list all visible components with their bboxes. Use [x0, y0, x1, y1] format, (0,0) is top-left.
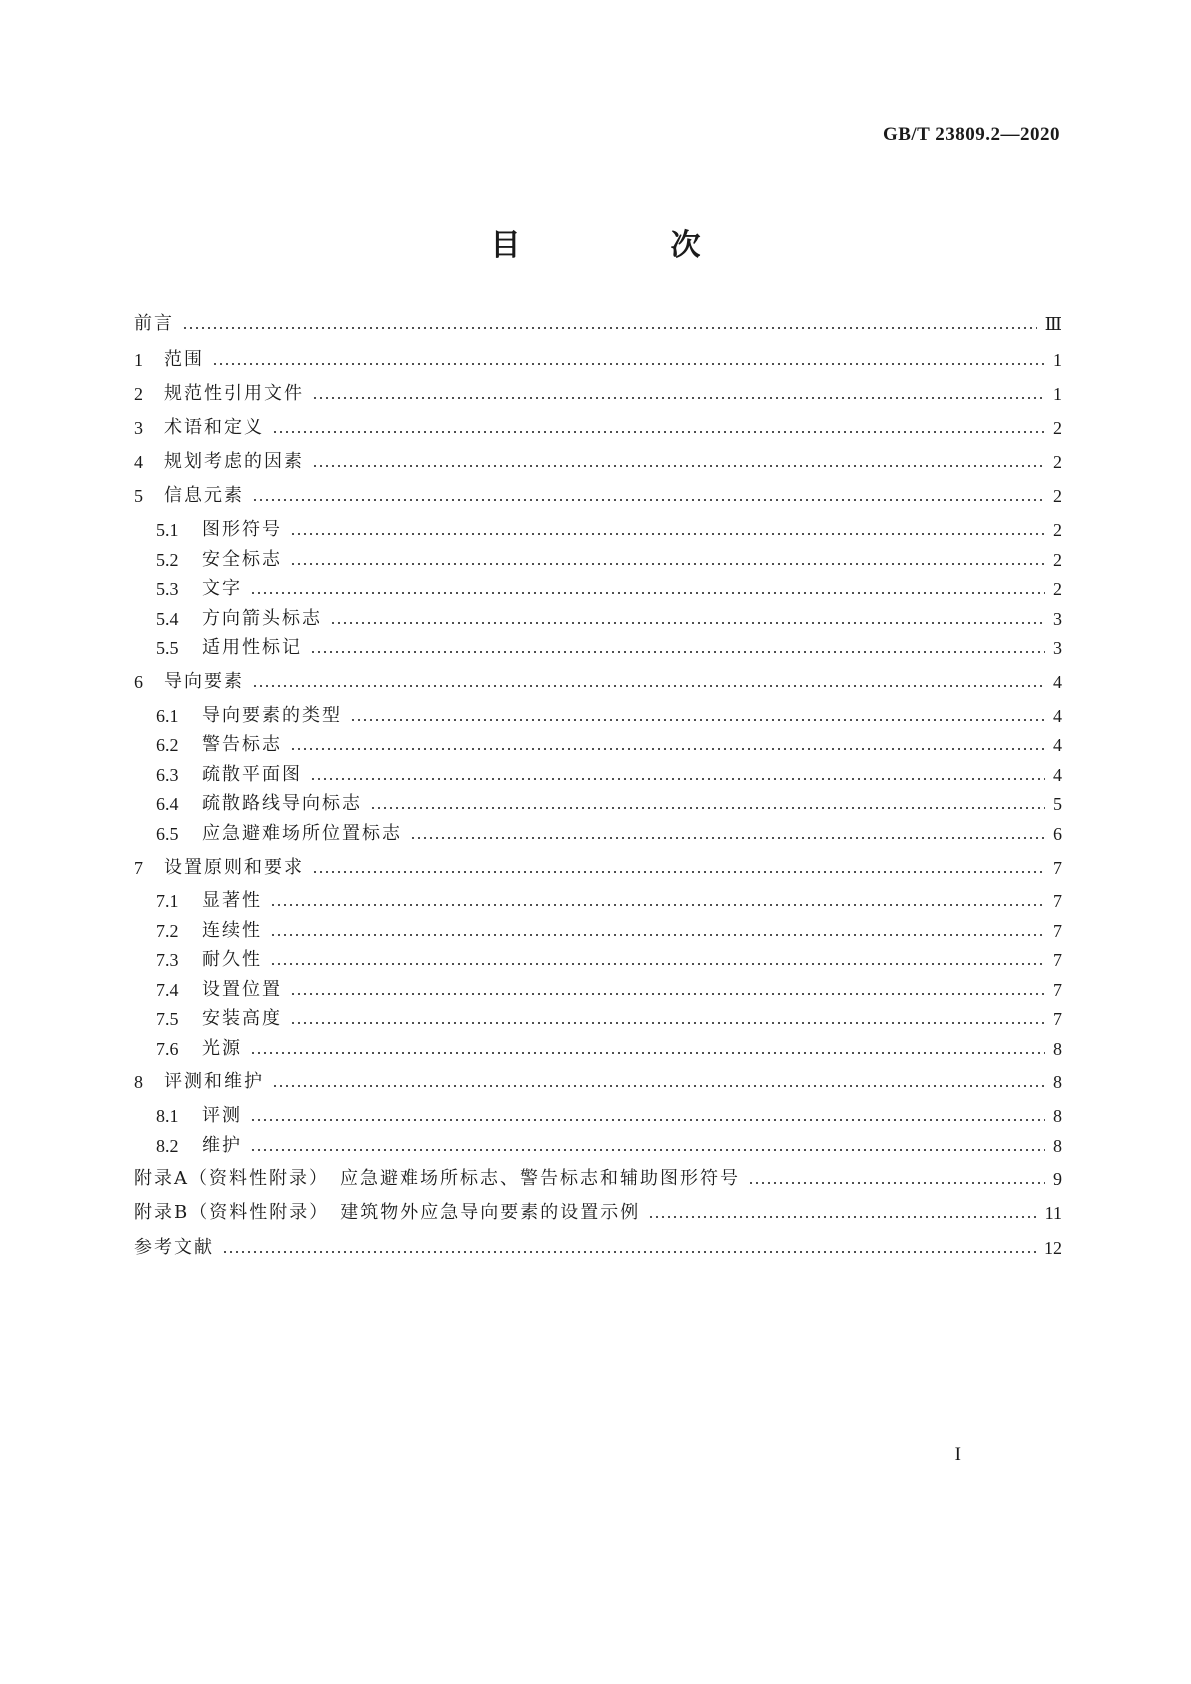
toc-entry-page: 7	[1053, 858, 1062, 878]
toc-dot-leader	[250, 1052, 1045, 1054]
toc-entry-title: 警告标志	[202, 734, 282, 755]
toc-entry-number: 6.3	[156, 765, 179, 785]
toc-entry[interactable]	[156, 761, 1062, 789]
toc-entry-page: 7	[1053, 950, 1062, 970]
toc-dot-leader	[250, 1119, 1045, 1121]
toc-dot-leader	[252, 499, 1045, 501]
toc-entry-title: 评测	[202, 1105, 242, 1126]
toc-title: 目 次	[490, 228, 761, 263]
toc-dot-leader	[330, 622, 1045, 624]
toc-dot-leader	[312, 871, 1045, 873]
toc-entry-page: 4	[1053, 765, 1062, 785]
toc-entry-number: 5	[134, 486, 143, 506]
toc-entry-title: 疏散平面图	[202, 764, 302, 785]
toc-entry-title: 信息元素	[164, 485, 244, 506]
toc-entry-number: 7.6	[156, 1039, 179, 1059]
toc-entry-page: 7	[1053, 921, 1062, 941]
toc-dot-leader	[250, 592, 1045, 594]
toc-entry-number: 6	[134, 672, 143, 692]
toc-entry-number: 6.1	[156, 706, 179, 726]
toc-entry-title: 维护	[202, 1135, 242, 1156]
toc-entry-title: 附录B（资料性附录） 建筑物外应急导向要素的设置示例	[134, 1202, 641, 1223]
toc-dot-leader	[222, 1251, 1036, 1253]
toc-entry-title: 连续性	[202, 920, 262, 941]
toc-entry-title: 导向要素	[164, 671, 244, 692]
toc-entry-page: 4	[1053, 706, 1062, 726]
toc-dot-leader	[270, 934, 1045, 936]
toc-entry[interactable]	[156, 634, 1062, 662]
toc-entry[interactable]	[156, 887, 1062, 915]
toc-entry[interactable]	[156, 1035, 1062, 1063]
toc-entry-title: 参考文献	[134, 1237, 214, 1258]
toc-entry-page: 7	[1053, 980, 1062, 1000]
toc-entry-page: 6	[1053, 824, 1062, 844]
toc-entry-number: 6.2	[156, 735, 179, 755]
toc-entry-page: 3	[1053, 609, 1062, 629]
toc-entry[interactable]	[156, 731, 1062, 759]
toc-entry-title: 规划考虑的因素	[164, 451, 304, 472]
toc-entry-page: 9	[1053, 1169, 1062, 1189]
toc-entry-page: 1	[1053, 384, 1062, 404]
toc-entry[interactable]	[156, 946, 1062, 974]
toc-entry-page: 8	[1053, 1072, 1062, 1092]
toc-dot-leader	[290, 993, 1045, 995]
toc-entry-page: 2	[1053, 418, 1062, 438]
toc-entry-page: 2	[1053, 520, 1062, 540]
toc-entry-number: 5.4	[156, 609, 179, 629]
toc-entry-title: 评测和维护	[164, 1071, 264, 1092]
toc-entry-title: 前言	[134, 313, 174, 334]
toc-dot-leader	[290, 563, 1045, 565]
toc-entry-page: 2	[1053, 579, 1062, 599]
toc-entry-number: 7.1	[156, 891, 179, 911]
toc-entry[interactable]	[156, 516, 1062, 544]
toc-entry[interactable]	[156, 605, 1062, 633]
toc-entry[interactable]	[156, 820, 1062, 848]
toc-entry-number: 4	[134, 452, 143, 472]
toc-entry[interactable]	[134, 668, 1062, 696]
toc-dot-leader	[212, 363, 1045, 365]
toc-entry[interactable]	[134, 1165, 1062, 1193]
toc-entry-title: 安全标志	[202, 549, 282, 570]
toc-entry-title: 范围	[164, 349, 204, 370]
document-code: GB/T 23809.2—2020	[882, 124, 1060, 145]
toc-dot-leader	[290, 748, 1045, 750]
toc-entry-page: 1	[1053, 350, 1062, 370]
toc-entry-title: 设置位置	[202, 979, 282, 1000]
toc-entry-page: 2	[1053, 550, 1062, 570]
toc-entry-page: 8	[1053, 1106, 1062, 1126]
toc-entry-title: 显著性	[202, 890, 262, 911]
toc-dot-leader	[182, 327, 1037, 329]
toc-entry-title: 文字	[202, 578, 242, 599]
toc-entry[interactable]	[156, 546, 1062, 574]
toc-entry-title: 光源	[202, 1038, 242, 1059]
toc-entry-number: 7.3	[156, 950, 179, 970]
toc-entry-page: 12	[1044, 1238, 1062, 1258]
toc-entry[interactable]	[156, 976, 1062, 1004]
toc-dot-leader	[290, 533, 1045, 535]
toc-dot-leader	[350, 719, 1045, 721]
toc-entry-page: 2	[1053, 486, 1062, 506]
toc-entry-page: 7	[1053, 1009, 1062, 1029]
toc-entry-number: 8	[134, 1072, 143, 1092]
toc-entry[interactable]	[156, 790, 1062, 818]
toc-entry-number: 8.1	[156, 1106, 179, 1126]
toc-entry-number: 1	[134, 350, 143, 370]
toc-entry-page: Ⅲ	[1044, 314, 1062, 334]
toc-entry-page: 8	[1053, 1136, 1062, 1156]
toc-entry-title: 应急避难场所位置标志	[202, 823, 402, 844]
toc-dot-leader	[312, 397, 1045, 399]
toc-entry-title: 设置原则和要求	[164, 857, 304, 878]
toc-entry-page: 4	[1053, 735, 1062, 755]
toc-dot-leader	[310, 651, 1045, 653]
toc-dot-leader	[312, 465, 1045, 467]
toc-entry-number: 5.5	[156, 638, 179, 658]
toc-dot-leader	[648, 1216, 1036, 1218]
toc-entry-title: 附录A（资料性附录） 应急避难场所标志、警告标志和辅助图形符号	[134, 1168, 740, 1189]
toc-dot-leader	[270, 963, 1045, 965]
toc-entry-page: 11	[1044, 1203, 1062, 1223]
toc-entry-number: 3	[134, 418, 143, 438]
toc-entry[interactable]	[134, 414, 1062, 442]
toc-entry[interactable]	[134, 380, 1062, 408]
toc-entry-number: 6.5	[156, 824, 179, 844]
toc-entry-title: 导向要素的类型	[202, 705, 342, 726]
toc-entry-number: 7.2	[156, 921, 179, 941]
toc-dot-leader	[410, 837, 1045, 839]
toc-entry[interactable]	[134, 1068, 1062, 1096]
toc-entry-number: 5.1	[156, 520, 179, 540]
toc-entry-number: 2	[134, 384, 143, 404]
toc-entry[interactable]	[156, 1132, 1062, 1160]
toc-entry[interactable]	[134, 1234, 1062, 1262]
toc-dot-leader	[250, 1149, 1045, 1151]
toc-entry[interactable]	[134, 1199, 1062, 1227]
toc-entry[interactable]	[156, 575, 1062, 603]
toc-entry-title: 疏散路线导向标志	[202, 793, 362, 814]
toc-dot-leader	[310, 778, 1045, 780]
toc-entry-number: 7	[134, 858, 143, 878]
toc-entry-number: 7.4	[156, 980, 179, 1000]
toc-dot-leader	[748, 1182, 1045, 1184]
toc-dot-leader	[370, 807, 1045, 809]
toc-entry-number: 7.5	[156, 1009, 179, 1029]
toc-entry-title: 方向箭头标志	[202, 608, 322, 629]
toc-entry[interactable]	[156, 702, 1062, 730]
toc-dot-leader	[252, 685, 1045, 687]
toc-entry-number: 6.4	[156, 794, 179, 814]
toc-entry-title: 耐久性	[202, 949, 262, 970]
toc-dot-leader	[272, 1085, 1045, 1087]
toc-entry[interactable]	[156, 1102, 1062, 1130]
toc-entry[interactable]	[134, 310, 1062, 338]
toc-entry-page: 7	[1053, 891, 1062, 911]
toc-entry-number: 8.2	[156, 1136, 179, 1156]
toc-entry-title: 适用性标记	[202, 637, 302, 658]
toc-entry-page: 8	[1053, 1039, 1062, 1059]
toc-entry[interactable]	[156, 1005, 1062, 1033]
toc-entry-number: 5.3	[156, 579, 179, 599]
toc-entry-title: 图形符号	[202, 519, 282, 540]
toc-entry[interactable]	[134, 448, 1062, 476]
toc-entry-title: 规范性引用文件	[164, 383, 304, 404]
toc-entry[interactable]	[134, 854, 1062, 882]
toc-entry-page: 3	[1053, 638, 1062, 658]
toc-dot-leader	[290, 1022, 1045, 1024]
toc-entry[interactable]	[134, 482, 1062, 510]
toc-entry-page: 2	[1053, 452, 1062, 472]
toc-dot-leader	[270, 904, 1045, 906]
page-number: I	[954, 1444, 961, 1465]
toc-entry[interactable]	[156, 917, 1062, 945]
toc-entry-title: 安装高度	[202, 1008, 282, 1029]
toc-entry-page: 5	[1053, 794, 1062, 814]
toc-entry-page: 4	[1053, 672, 1062, 692]
toc-dot-leader	[272, 431, 1045, 433]
toc-entry-title: 术语和定义	[164, 417, 264, 438]
toc-entry-number: 5.2	[156, 550, 179, 570]
toc-entry[interactable]	[134, 346, 1062, 374]
